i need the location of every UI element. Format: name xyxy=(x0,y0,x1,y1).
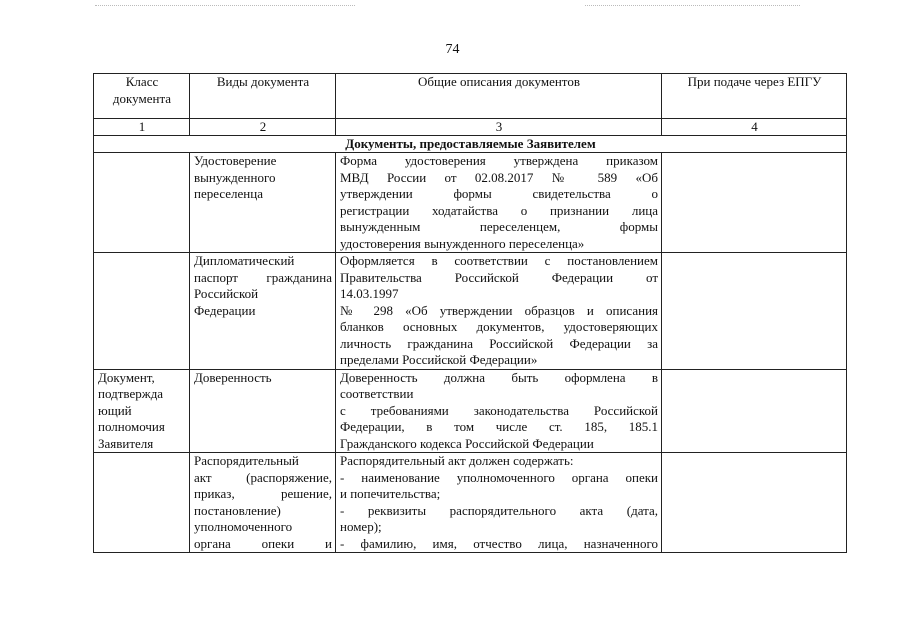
desc-line: личность гражданина Российской Федерации за xyxy=(340,335,658,351)
type-line: Распорядительный xyxy=(194,453,299,468)
header-document-descriptions: Общие описания документов xyxy=(336,74,662,119)
desc-line: Федерации, в том числе ст. 185, 185.1 xyxy=(340,419,658,434)
desc-line: Оформляется в соответствии с постановлением xyxy=(340,253,658,268)
type-line: органа опеки и xyxy=(194,535,332,551)
type-line: Российской xyxy=(194,286,259,301)
desc-line: 14.03.1997 xyxy=(340,286,399,301)
type-line: приказ, решение, xyxy=(194,486,332,501)
cell-epgu xyxy=(662,153,847,253)
table-row xyxy=(94,369,847,453)
cell-class xyxy=(94,253,190,370)
column-number-1: 1 xyxy=(94,119,190,136)
cell-type xyxy=(190,453,336,553)
column-number-3: 3 xyxy=(336,119,662,136)
table-header-row xyxy=(94,74,847,119)
header-document-types: Виды документа xyxy=(190,74,336,119)
cell-type xyxy=(190,253,336,370)
scan-noise-right xyxy=(585,5,800,7)
table-row xyxy=(94,253,847,370)
desc-line: пределами Российской Федерации» xyxy=(340,352,538,367)
header-document-class: Класс документа xyxy=(94,74,190,119)
desc-line: утверждении формы свидетельства о xyxy=(340,186,658,201)
cell-class xyxy=(94,453,190,553)
desc-line: бланков основных документов, удостоверяющих xyxy=(340,319,658,334)
desc-line: Распорядительный акт должен содержать: xyxy=(340,453,574,468)
column-number-row xyxy=(94,119,847,136)
desc-line: Правительства Российской Федерации от xyxy=(340,269,658,285)
cell-description xyxy=(336,453,662,553)
desc-line: номер); xyxy=(340,519,382,534)
cell-epgu xyxy=(662,253,847,370)
cell-class xyxy=(94,369,190,453)
cell-type xyxy=(190,153,336,253)
cell-epgu xyxy=(662,369,847,453)
class-line: Заявителя xyxy=(98,435,154,451)
desc-line: - фамилию, имя, отчество лица, назначенного xyxy=(340,535,658,551)
desc-line: удостоверения вынужденного переселенца» xyxy=(340,235,585,251)
type-line: уполномоченного xyxy=(194,519,293,534)
cell-class xyxy=(94,153,190,253)
class-line: подтвержда xyxy=(98,386,164,401)
cell-description xyxy=(336,153,662,253)
desc-line: вынужденным переселенцем, формы xyxy=(340,219,658,234)
column-number-2: 2 xyxy=(190,119,336,136)
cell-type xyxy=(190,369,336,453)
section-row xyxy=(94,136,847,153)
table-row xyxy=(94,153,847,253)
column-number-4: 4 xyxy=(662,119,847,136)
desc-line: соответствии xyxy=(340,386,414,401)
type-line: паспорт гражданина xyxy=(194,269,332,285)
desc-line: Доверенность должна быть оформлена в xyxy=(340,369,658,385)
documents-table xyxy=(93,73,847,553)
scan-noise-left xyxy=(95,5,355,7)
type-line: переселенца xyxy=(194,186,263,201)
type-line: Дипломатический xyxy=(194,253,295,268)
cell-epgu xyxy=(662,453,847,553)
class-line: Документ, xyxy=(98,369,155,385)
type-line: Федерации xyxy=(194,302,256,318)
cell-description xyxy=(336,369,662,453)
desc-line: МВД России от 02.08.2017 № 589 «Об xyxy=(340,169,658,185)
header-epgu: При подаче через ЕПГУ xyxy=(662,74,847,119)
desc-line: с требованиями законодательства Российской xyxy=(340,402,658,418)
type-line: Удостоверение xyxy=(194,153,277,168)
type-line: постановление) xyxy=(194,502,281,518)
desc-line: № 298 «Об утверждении образцов и описания xyxy=(340,302,658,318)
desc-line: и попечительства; xyxy=(340,486,441,501)
desc-line: Гражданского кодекса Российской Федерации xyxy=(340,435,594,451)
type-line: вынужденного xyxy=(194,169,276,185)
table-row xyxy=(94,453,847,553)
type-line: Доверенность xyxy=(194,369,272,385)
class-line: полномочия xyxy=(98,419,165,434)
desc-line: - наименование уполномоченного органа опеки xyxy=(340,469,658,485)
cell-description xyxy=(336,253,662,370)
desc-line: - реквизиты распорядительного акта (дата, xyxy=(340,502,658,518)
desc-line: регистрации ходатайства о признании лица xyxy=(340,202,658,218)
class-line: ющий xyxy=(98,402,132,418)
section-title: Документы, предоставляемые Заявителем xyxy=(94,136,847,153)
type-line: акт (распоряжение, xyxy=(194,469,332,485)
desc-line: Форма удостоверения утверждена приказом xyxy=(340,153,658,168)
page-number: 74 xyxy=(445,42,460,57)
